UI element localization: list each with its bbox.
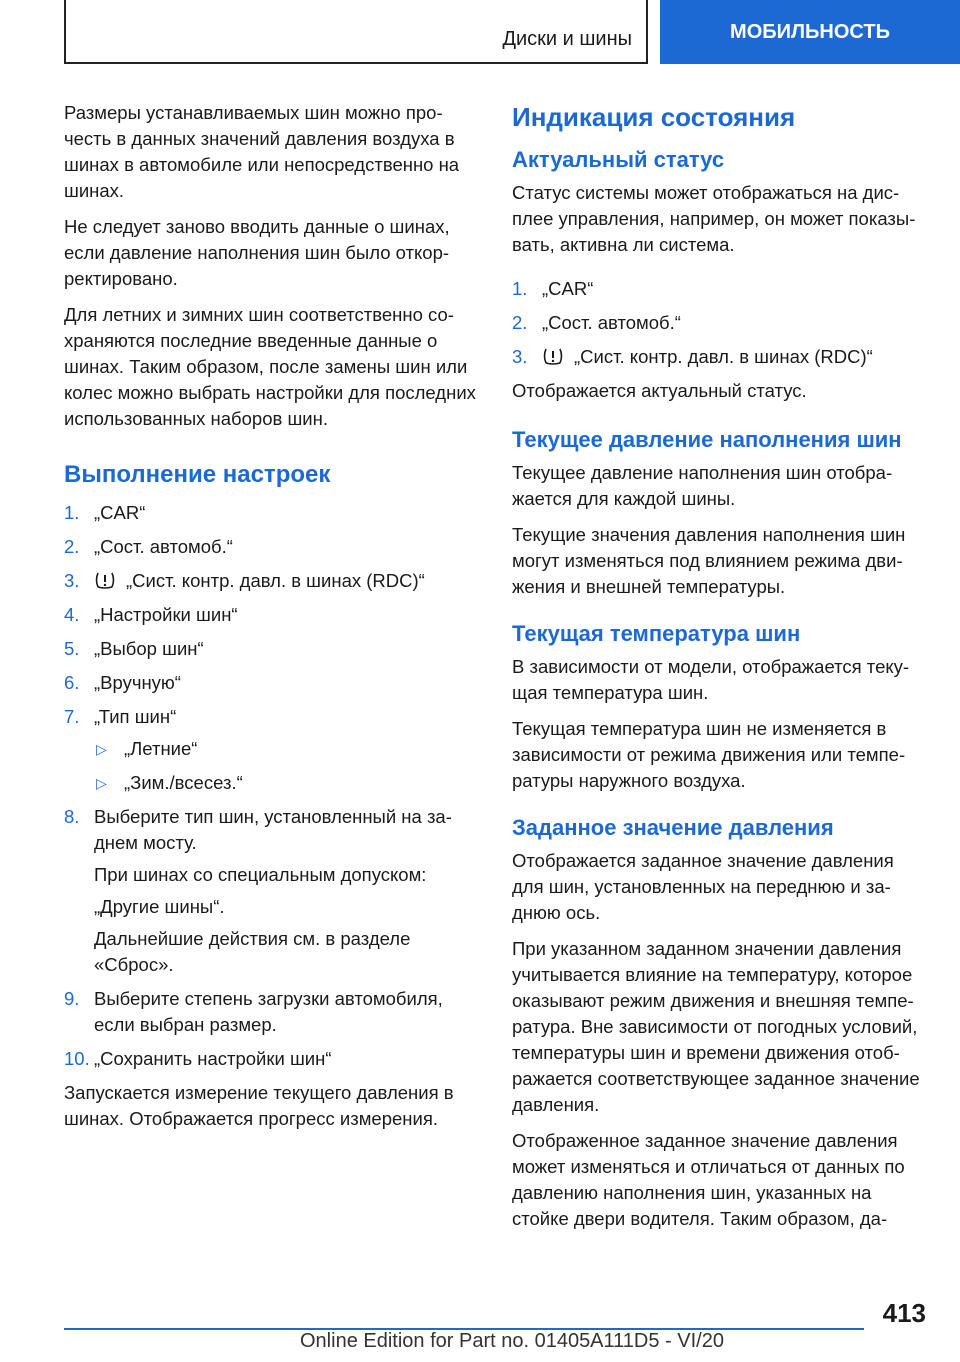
edition-footer: Online Edition for Part no. 01405A111D5 - VI/20 <box>300 1330 724 1352</box>
page-number: 413 <box>882 1298 926 1328</box>
paragraph: Статус системы может отображаться на дисплее управления, например, он может показывать, активна ли система. <box>512 182 916 255</box>
step-note: При шинах со специальным допуском: <box>94 864 427 885</box>
sub-options <box>94 736 476 796</box>
step-text: „Сист. контр. давл. в шинах (RDC)“ <box>574 346 873 367</box>
triangle-bullet-icon: ▷ <box>96 741 107 757</box>
step-item <box>64 568 476 594</box>
triangle-bullet-icon: ▷ <box>96 775 107 791</box>
step-number: 3. <box>512 346 528 367</box>
section-heading: Текущее давление наполнения шин <box>512 427 902 452</box>
step-item <box>64 1046 476 1072</box>
sub-option-text: „Зим./всесез.“ <box>124 772 243 793</box>
step-text: Выберите тип шин, установленный на заднем мосту. <box>94 806 452 853</box>
paragraph: Отображается актуальный статус. <box>512 380 807 401</box>
step-item <box>64 602 476 628</box>
step-note: Дальнейшие действия см. в разделе «Сброс». <box>94 928 411 975</box>
step-note: „Другие шины“. <box>94 896 225 917</box>
section-heading: Текущая температура шин <box>512 621 801 646</box>
page-title: Индикация состояния <box>512 102 796 132</box>
paragraph: Отображается заданное значение давления для шин, установленных на переднюю и заднюю ось. <box>512 850 894 923</box>
section-heading: Актуальный статус <box>512 147 725 172</box>
step-item <box>64 986 476 1038</box>
paragraph: Отображенное заданное значение давления может изменяться и отличаться от данных по давлению наполнения шин, указанных на стойке двери водителя. Таким образом, да- <box>512 1130 905 1229</box>
step-number: 9. <box>64 988 80 1009</box>
tire-pressure-warning-icon <box>542 346 564 366</box>
settings-steps <box>64 500 476 1072</box>
step-item <box>64 534 476 560</box>
step-item <box>512 276 924 302</box>
step-text: „Сост. автомоб.“ <box>94 536 233 557</box>
paragraph: Текущее давление наполнения шин отображается для каждой шины. <box>512 462 893 509</box>
step-item <box>64 636 476 662</box>
step-item <box>64 500 476 526</box>
sub-option <box>94 770 476 796</box>
right-column <box>512 98 924 1242</box>
paragraph: Текущая температура шин не изменяется в зависимости от режима движения или температуры наружного воздуха. <box>512 718 906 791</box>
paragraph: Размеры устанавливаемых шин можно прочесть в данных значений давления воздуха в шинах в автомобиле или непосредственно на шинах. <box>64 102 460 201</box>
paragraph: Не следует заново вводить данные о шинах, если давление наполнения шин было откорректировано. <box>64 216 450 289</box>
step-number: 2. <box>512 312 528 333</box>
left-column <box>64 100 476 1142</box>
step-number: 7. <box>64 706 80 727</box>
step-number: 5. <box>64 638 80 659</box>
paragraph: Запускается измерение текущего давления в шинах. Отображается прогресс измерения. <box>64 1082 454 1129</box>
tire-pressure-warning-icon <box>94 570 116 590</box>
step-text: „Сист. контр. давл. в шинах (RDC)“ <box>126 570 425 591</box>
section-heading: Заданное значение давления <box>512 815 834 840</box>
step-number: 8. <box>64 806 80 827</box>
step-number: 2. <box>64 536 80 557</box>
step-number: 4. <box>64 604 80 625</box>
step-text: „CAR“ <box>94 502 146 523</box>
step-item <box>64 804 476 978</box>
section-tab: МОБИЛЬНОСТЬ <box>660 0 960 64</box>
paragraph: Для летних и зимних шин соответственно сохраняются последние введенные данные о шинах. Таким образом, после замены шин или колес можно выбрать настройки для последних использованных наборов шин. <box>64 304 476 429</box>
step-number: 3. <box>64 570 80 591</box>
step-number: 6. <box>64 672 80 693</box>
step-text: „Тип шин“ <box>94 706 177 727</box>
step-item <box>64 704 476 796</box>
status-steps <box>512 276 924 370</box>
header-chapter-box <box>64 0 648 64</box>
step-text: „Вручную“ <box>94 672 181 693</box>
step-text: „Сохранить настройки шин“ <box>94 1048 332 1069</box>
step-number: 1. <box>512 278 528 299</box>
step-text: „CAR“ <box>542 278 594 299</box>
step-text: „Выбор шин“ <box>94 638 204 659</box>
sub-option <box>94 736 476 762</box>
step-number: 1. <box>64 502 80 523</box>
section-heading: Выполнение настроек <box>64 461 331 488</box>
step-number: 10. <box>64 1048 90 1069</box>
step-text: „Настройки шин“ <box>94 604 238 625</box>
paragraph: В зависимости от модели, отображается текущая температура шин. <box>512 656 910 703</box>
step-item <box>512 310 924 336</box>
step-item <box>64 670 476 696</box>
paragraph: Текущие значения давления наполнения шин могут изменяться под влиянием режима движения и внешней температуры. <box>512 524 906 597</box>
step-item <box>512 344 924 370</box>
step-text: Выберите степень загрузки автомобиля, если выбран размер. <box>94 988 443 1035</box>
paragraph: При указанном заданном значении давления учитывается влияние на температуру, которое оказывают режим движения и внешняя температура. Вне зависимости от погодных условий, температуры шин и времени движения отображается соответствующее заданное значение давления. <box>512 938 920 1115</box>
step-text: „Сост. автомоб.“ <box>542 312 681 333</box>
sub-option-text: „Летние“ <box>124 738 198 759</box>
chapter-title: Диски и шины <box>502 28 632 50</box>
